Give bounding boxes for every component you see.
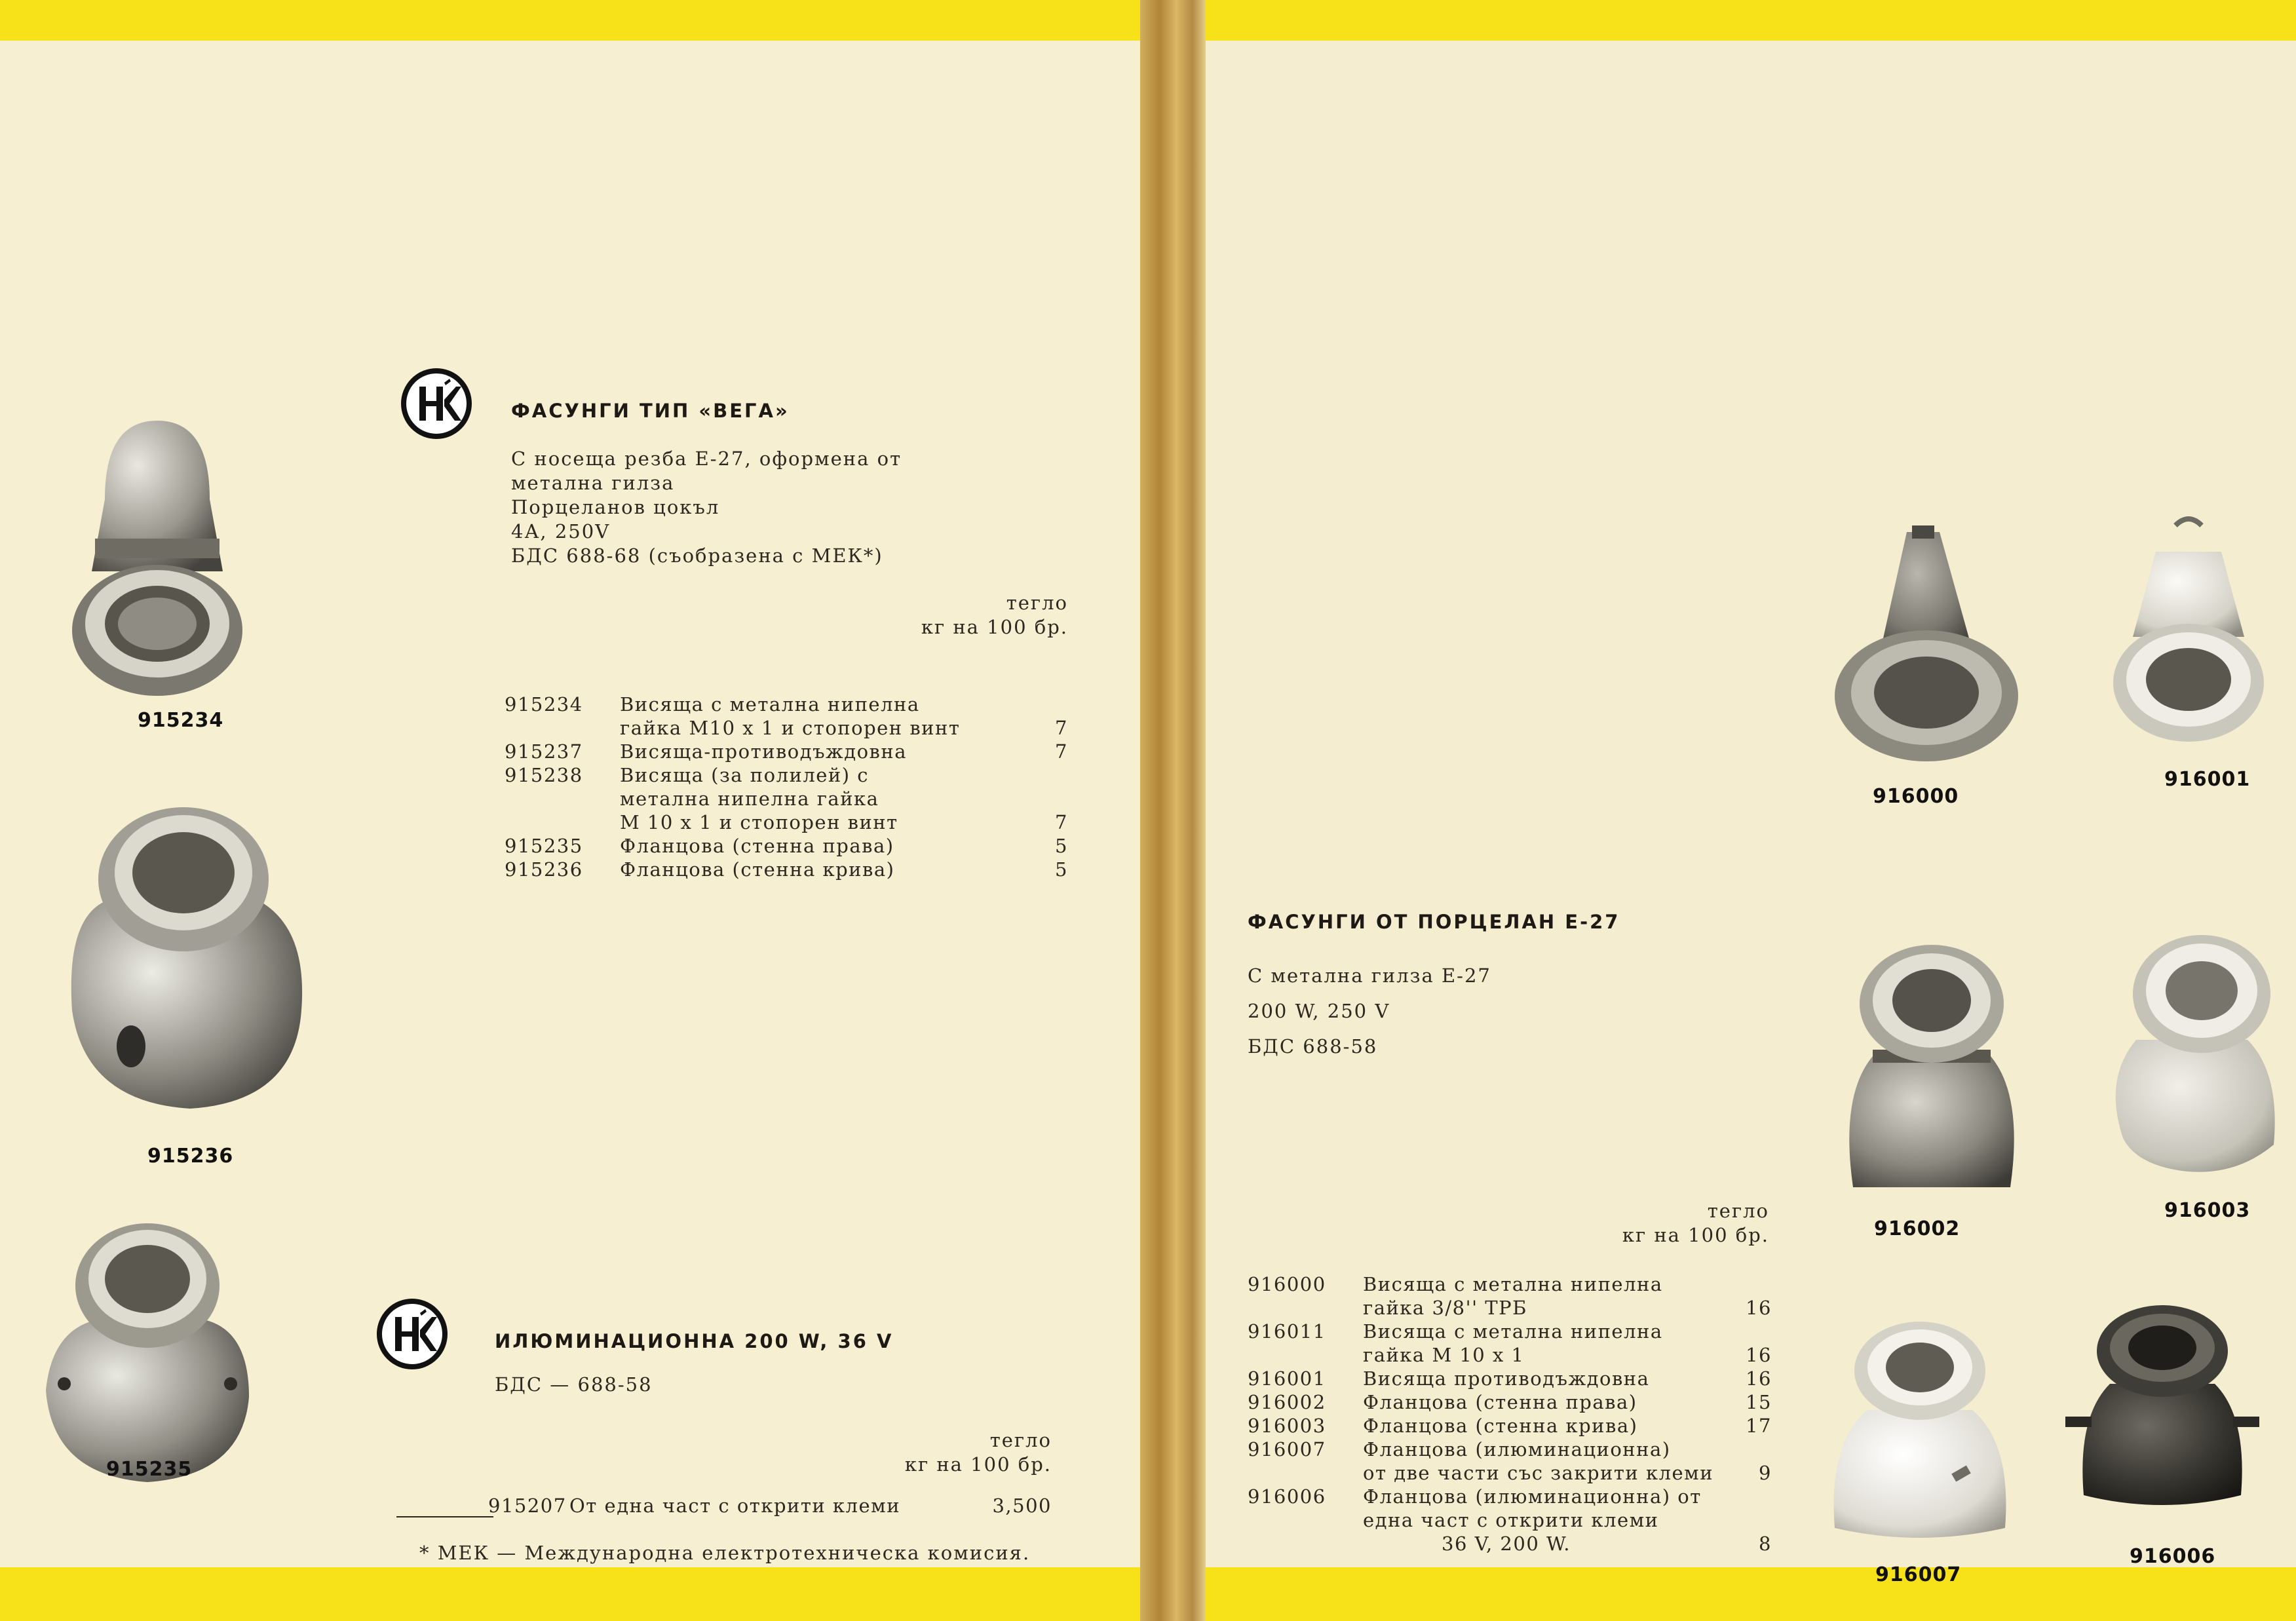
item-weight: 5 <box>1055 835 1068 857</box>
item-weight: 17 <box>1746 1415 1772 1437</box>
item-code: 916002 <box>1248 1391 1326 1413</box>
item-desc: От една част с открити клеми <box>569 1495 901 1517</box>
hk-logo <box>377 1299 448 1369</box>
table-row <box>505 834 1068 858</box>
socket-photo-916001 <box>2110 512 2267 748</box>
table-row <box>505 716 1068 740</box>
item-code: 916011 <box>1248 1320 1326 1343</box>
left-page <box>0 41 1140 1567</box>
table-row <box>1248 1508 1772 1532</box>
item-code: 916000 <box>1248 1273 1326 1295</box>
socket-photo-915236 <box>59 794 308 1135</box>
item-weight <box>1719 1320 1772 1343</box>
table-row <box>488 1494 1052 1517</box>
item-weight: 9 <box>1759 1462 1772 1484</box>
socket-photo-916007 <box>1822 1312 2018 1548</box>
porcelain-description <box>1248 958 1491 1064</box>
item-weight: 7 <box>1055 740 1068 763</box>
table-row <box>1248 1296 1772 1320</box>
table-row <box>1248 1320 1772 1343</box>
item-code <box>1248 1461 1363 1485</box>
illumination-standard: БДС — 688-58 <box>495 1373 653 1396</box>
photo-label-916007: 916007 <box>1875 1563 1962 1586</box>
vega-weight-header <box>852 591 1068 639</box>
porcelain-title: ФАСУНГИ ОТ ПОРЦЕЛАН Е-27 <box>1248 911 1620 933</box>
item-desc: Висяща с метална нипелна <box>620 693 920 715</box>
socket-photo-916000 <box>1828 486 2025 774</box>
item-desc: Фланцова (стенна права) <box>620 835 894 857</box>
item-desc: Фланцова (стенна крива) <box>1363 1415 1638 1437</box>
item-desc: Висяща с метална нипелна <box>1363 1273 1663 1295</box>
table-row <box>505 810 1068 834</box>
item-weight <box>1016 763 1068 787</box>
weight-header-line: кг на 100 бр. <box>921 616 1068 638</box>
socket-photo-916002 <box>1827 938 2037 1200</box>
item-desc: гайка 3/8'' ТРБ <box>1363 1297 1527 1319</box>
footnote: * МЕК — Международна електротехническа комисия. <box>419 1542 1031 1564</box>
item-weight: 7 <box>1055 717 1068 739</box>
item-weight: 5 <box>1055 858 1068 881</box>
weight-header-line: тегло <box>1707 1200 1769 1222</box>
table-row <box>1248 1532 1772 1555</box>
item-code: 916001 <box>1248 1367 1326 1390</box>
photo-label-916003: 916003 <box>2164 1199 2251 1222</box>
table-row <box>1248 1461 1772 1485</box>
vega-title: ФАСУНГИ ТИП «ВЕГА» <box>511 400 790 422</box>
item-desc: една част с открити клеми <box>1363 1509 1659 1531</box>
item-desc: М 10 х 1 и стопорен винт <box>620 811 898 833</box>
item-code: 915207 <box>488 1495 567 1517</box>
item-desc: от две части със закрити клеми <box>1363 1462 1714 1484</box>
porcelain-desc-line: БДС 688-58 <box>1248 1035 1378 1058</box>
item-weight: 8 <box>1759 1533 1772 1555</box>
table-row <box>1248 1485 1772 1508</box>
table-row <box>505 740 1068 763</box>
item-code <box>505 716 620 740</box>
item-weight: 3,500 <box>992 1495 1052 1517</box>
illumination-rule <box>396 1516 493 1517</box>
porcelain-desc-line: С метална гилза Е-27 <box>1248 964 1491 987</box>
item-code: 915234 <box>505 693 583 715</box>
table-row <box>1248 1272 1772 1296</box>
item-code: 916003 <box>1248 1415 1326 1437</box>
porcelain-desc-line: 200 W, 250 V <box>1248 1000 1390 1022</box>
table-row <box>505 763 1068 787</box>
right-page <box>1206 41 2296 1586</box>
photo-label-915235: 915235 <box>106 1458 193 1481</box>
item-code: 916007 <box>1248 1438 1326 1460</box>
item-weight <box>1719 1438 1772 1461</box>
item-desc: Фланцова (стенна права) <box>1363 1391 1637 1413</box>
table-row <box>505 858 1068 881</box>
item-weight <box>1719 1508 1772 1532</box>
item-desc: Висяща-противодъждовна <box>620 740 907 763</box>
item-weight: 15 <box>1746 1391 1772 1413</box>
vega-desc-line: Порцеланов цокъл <box>511 496 720 518</box>
item-weight: 7 <box>1055 811 1068 833</box>
photo-label-916001: 916001 <box>2164 768 2251 791</box>
item-weight: 16 <box>1746 1367 1772 1390</box>
item-weight: 16 <box>1746 1344 1772 1366</box>
item-weight <box>1016 693 1068 716</box>
item-desc: Висяща с метална нипелна <box>1363 1320 1663 1343</box>
photo-label-915234: 915234 <box>138 709 224 732</box>
illumination-title: ИЛЮМИНАЦИОННА 200 W, 36 V <box>495 1330 894 1352</box>
table-row <box>505 787 1068 810</box>
item-code <box>1248 1508 1363 1532</box>
item-desc: Фланцова (илюминационна) от <box>1363 1485 1702 1508</box>
table-row <box>1248 1414 1772 1438</box>
item-desc: Фланцова (илюминационна) <box>1363 1438 1671 1460</box>
item-code <box>505 787 620 810</box>
item-code <box>1248 1296 1363 1320</box>
item-weight: 16 <box>1746 1297 1772 1319</box>
item-desc: гайка М10 х 1 и стопорен винт <box>620 717 961 739</box>
illumination-weight-header <box>852 1428 1052 1477</box>
porcelain-items-table <box>1248 1272 1772 1555</box>
photo-label-916002: 916002 <box>1874 1217 1961 1240</box>
socket-photo-916003 <box>2103 928 2287 1177</box>
item-desc: 36 V, 200 W. <box>1442 1533 1571 1555</box>
item-code <box>505 810 620 834</box>
item-code: 915236 <box>505 858 583 881</box>
vega-desc-line: 4А, 250V <box>511 520 611 543</box>
item-code: 915235 <box>505 835 583 857</box>
vega-desc-line: БДС 688-68 (съобразена с МЕК*) <box>511 544 883 567</box>
illumination-items-table <box>488 1494 1052 1517</box>
item-code <box>1248 1532 1363 1555</box>
spine-gutter <box>1140 0 1206 1621</box>
vega-desc-line: метална гилза <box>511 472 675 494</box>
item-code: 915238 <box>505 764 583 786</box>
item-code: 915237 <box>505 740 583 763</box>
item-weight <box>1719 1272 1772 1296</box>
item-desc: гайка М 10 х 1 <box>1363 1344 1525 1366</box>
item-weight <box>1719 1485 1772 1508</box>
item-desc: метална нипелна гайка <box>620 788 879 810</box>
weight-header-line: кг на 100 бр. <box>1622 1224 1769 1246</box>
socket-photo-915234 <box>66 381 249 696</box>
hk-logo <box>401 368 472 439</box>
table-row <box>1248 1367 1772 1390</box>
table-row <box>1248 1390 1772 1414</box>
table-row <box>1248 1438 1772 1461</box>
item-desc: Фланцова (стенна крива) <box>620 858 895 881</box>
socket-photo-915235 <box>39 1207 256 1495</box>
item-weight <box>1016 787 1068 810</box>
weight-header-line: тегло <box>1006 592 1068 614</box>
socket-photo-916006 <box>2057 1299 2267 1521</box>
photo-label-916006: 916006 <box>2130 1545 2216 1568</box>
table-row <box>505 693 1068 716</box>
item-desc: Висяща противодъждовна <box>1363 1367 1650 1390</box>
weight-header-line: тегло <box>989 1429 1052 1451</box>
vega-description <box>511 447 902 568</box>
photo-label-916000: 916000 <box>1873 785 1959 808</box>
vega-items-table <box>505 693 1068 881</box>
photo-label-915236: 915236 <box>147 1145 234 1168</box>
vega-desc-line: С носеща резба Е-27, оформена от <box>511 448 902 470</box>
item-code <box>1248 1343 1363 1367</box>
porcelain-weight-header <box>1573 1199 1769 1248</box>
item-code: 916006 <box>1248 1485 1326 1508</box>
weight-header-line: кг на 100 бр. <box>904 1453 1052 1476</box>
item-desc: Висяща (за полилей) с <box>620 764 870 786</box>
table-row <box>1248 1343 1772 1367</box>
